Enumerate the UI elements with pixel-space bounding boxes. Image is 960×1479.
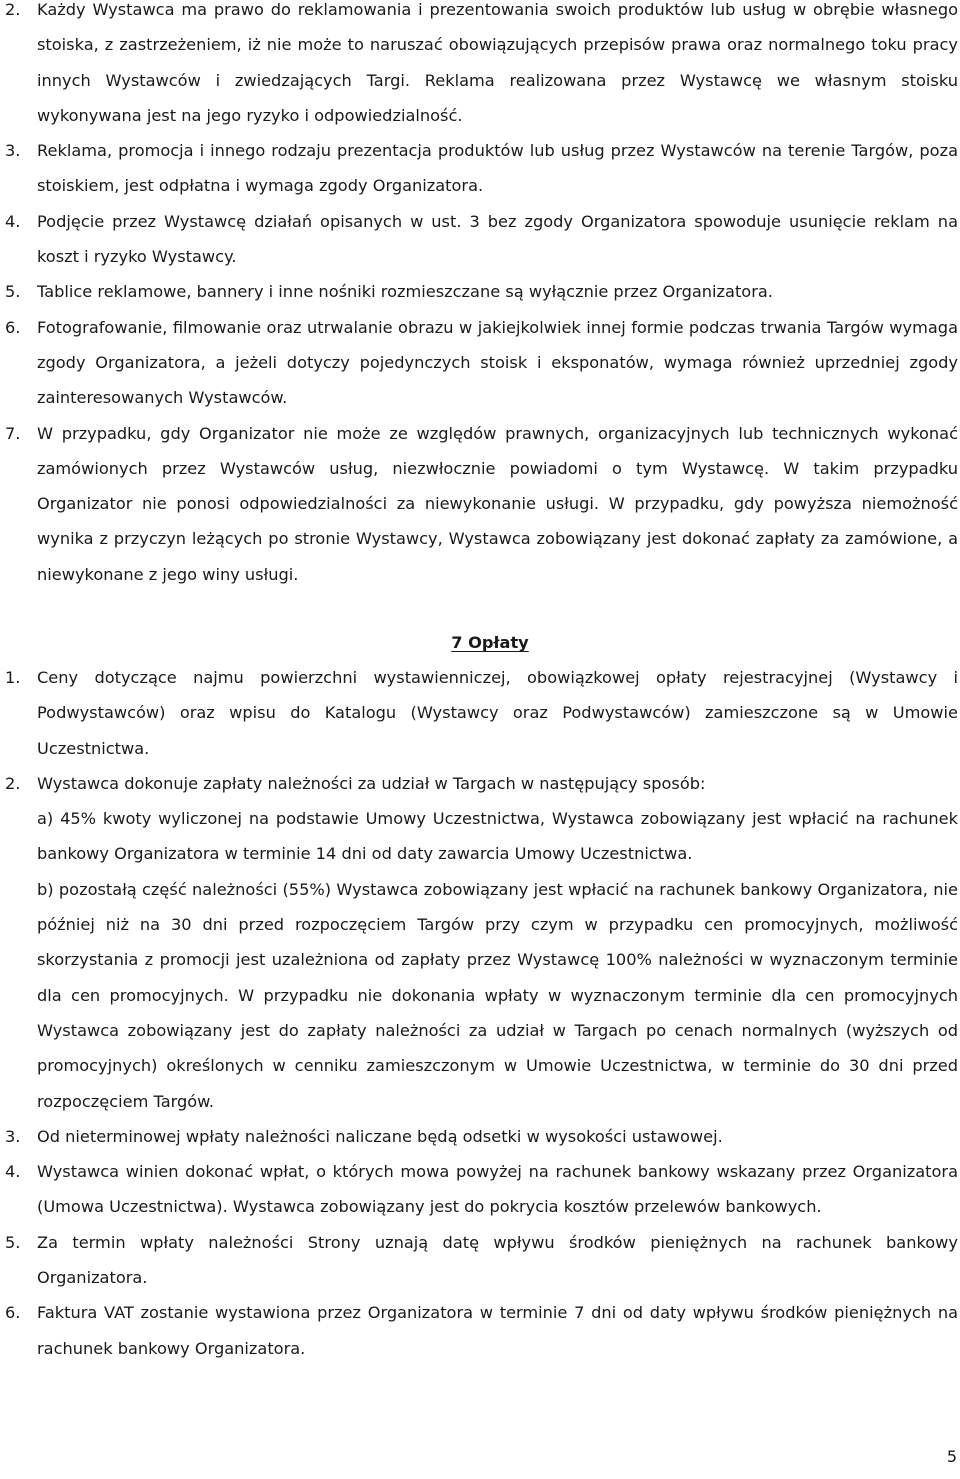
list-item bbox=[0, 310, 960, 416]
item-number: 2. bbox=[5, 773, 21, 793]
section-title-text: 7 Opłaty bbox=[451, 633, 529, 652]
list-item bbox=[0, 204, 960, 275]
item-text: Fotografowanie, filmowanie oraz utrwalanie obrazu w jakiejkolwiek innej formie podczas trwania Targów wymaga zgody Organizatora, a jeżeli dotyczy pojedynczych stoisk i eksponatów, wymaga również uprzedniej zgody zainteresowanych Wystawców. bbox=[37, 317, 958, 408]
item-number: 6. bbox=[5, 317, 21, 337]
item-number: 5. bbox=[5, 282, 21, 302]
item-number: 2. bbox=[5, 0, 21, 19]
sub-item-a: a) 45% kwoty wyliczonej na podstawie Umowy Uczestnictwa, Wystawca zobowiązany jest wpłacić na rachunek bankowy Organizatora w terminie 14 dni od daty zawarcia Umowy Uczestnictwa. bbox=[37, 809, 958, 864]
item-text: Za termin wpłaty należności Strony uznają datę wpływu środków pieniężnych na rachunek bankowy Organizatora. bbox=[37, 1232, 958, 1288]
page-number: 5 bbox=[946, 1447, 957, 1466]
item-text: Wystawca dokonuje zapłaty należności za udział w Targach w następujący sposób: bbox=[37, 773, 706, 793]
item-number: 3. bbox=[5, 141, 21, 161]
item-number: 6. bbox=[5, 1303, 21, 1323]
item-text: Reklama, promocja i innego rodzaju prezentacja produktów lub usług przez Wystawców na terenie Targów, poza stoiskiem, jest odpłatna i wymaga zgody Organizatora. bbox=[37, 141, 958, 196]
list-item bbox=[0, 766, 960, 1119]
item-number: 4. bbox=[5, 1162, 21, 1182]
list-item bbox=[0, 1154, 960, 1225]
item-text: Ceny dotyczące najmu powierzchni wystawienniczej, obowiązkowej opłaty rejestracyjnej (Wystawcy i Podwystawców) oraz wpisu do Katalogu (Wystawcy oraz Podwystawców) zamieszczone są w Umowie Uczestnictwa. bbox=[37, 668, 958, 758]
section-title bbox=[0, 625, 960, 660]
rules-list-section-6 bbox=[0, 0, 960, 592]
item-text: Od nieterminowej wpłaty należności naliczane będą odsetki w wysokości ustawowej. bbox=[37, 1126, 723, 1146]
item-text: W przypadku, gdy Organizator nie może ze względów prawnych, organizacyjnych lub technicznych wykonać zamówionych przez Wystawców usług, niezwłocznie powiadomi o tym Wystawcę. W takim przypadku Organizator nie ponosi odpowiedzialności za niewykonanie usługi. W przypadku, gdy powyższa niemożność wynika z przyczyn leżących po stronie Wystawcy, Wystawca zobowiązany jest dokonać zapłaty za zamówione, a niewykonane z jego winy usługi. bbox=[37, 423, 958, 584]
list-item bbox=[0, 660, 960, 766]
item-text: Wystawca winien dokonać wpłat, o których mowa powyżej na rachunek bankowy wskazany przez Organizatora (Umowa Uczestnictwa). Wystawca zobowiązany jest do pokrycia kosztów przelewów bankowych. bbox=[37, 1162, 958, 1217]
list-item bbox=[0, 1119, 960, 1154]
list-item bbox=[0, 1225, 960, 1296]
list-item bbox=[0, 1295, 960, 1366]
list-item bbox=[0, 274, 960, 309]
item-text: Każdy Wystawca ma prawo do reklamowania i prezentowania swoich produktów lub usług w obrębie własnego stoiska, z zastrzeżeniem, iż nie może to naruszać obowiązujących przepisów prawa oraz normalnego toku pracy innych Wystawców i zwiedzających Targi. Reklama realizowana przez Wystawcę we własnym stoisku wykonywana jest na jego ryzyko i odpowiedzialność. bbox=[37, 0, 958, 125]
item-text: Tablice reklamowe, bannery i inne nośniki rozmieszczane są wyłącznie przez Organizatora. bbox=[37, 282, 773, 302]
item-number: 1. bbox=[5, 668, 21, 687]
item-number: 7. bbox=[5, 423, 21, 443]
item-number: 5. bbox=[5, 1232, 21, 1252]
item-number: 3. bbox=[5, 1126, 21, 1146]
fees-list bbox=[0, 660, 960, 1366]
list-item bbox=[0, 0, 960, 133]
item-number: 4. bbox=[5, 211, 21, 231]
sub-item-b: b) pozostałą część należności (55%) Wystawca zobowiązany jest wpłacić na rachunek bankowy Organizatora, nie później niż na 30 dni przed rozpoczęciem Targów przy czym w przypadku cen promocyjnych, możliwość skorzystania z promocji jest uzależniona od zapłaty przez Wystawcę 100% należności w wyznaczonym terminie dla cen promocyjnych. W przypadku nie dokonania wpłaty w wyznaczonym terminie dla cen promocyjnych Wystawca zobowiązany jest do zapłaty należności za udział w Targach po cenach normalnych (wyższych od promocyjnych) określonych w cenniku zamieszczonym w Umowie Uczestnictwa, w terminie do 30 dni przed rozpoczęciem Targów. bbox=[37, 879, 958, 1111]
list-item bbox=[0, 416, 960, 592]
list-item bbox=[0, 133, 960, 204]
item-text: Podjęcie przez Wystawcę działań opisanych w ust. 3 bez zgody Organizatora spowoduje usunięcie reklam na koszt i ryzyko Wystawcy. bbox=[37, 211, 958, 267]
item-text: Faktura VAT zostanie wystawiona przez Organizatora w terminie 7 dni od daty wpływu środków pieniężnych na rachunek bankowy Organizatora. bbox=[37, 1303, 958, 1358]
section-7 bbox=[0, 625, 960, 660]
